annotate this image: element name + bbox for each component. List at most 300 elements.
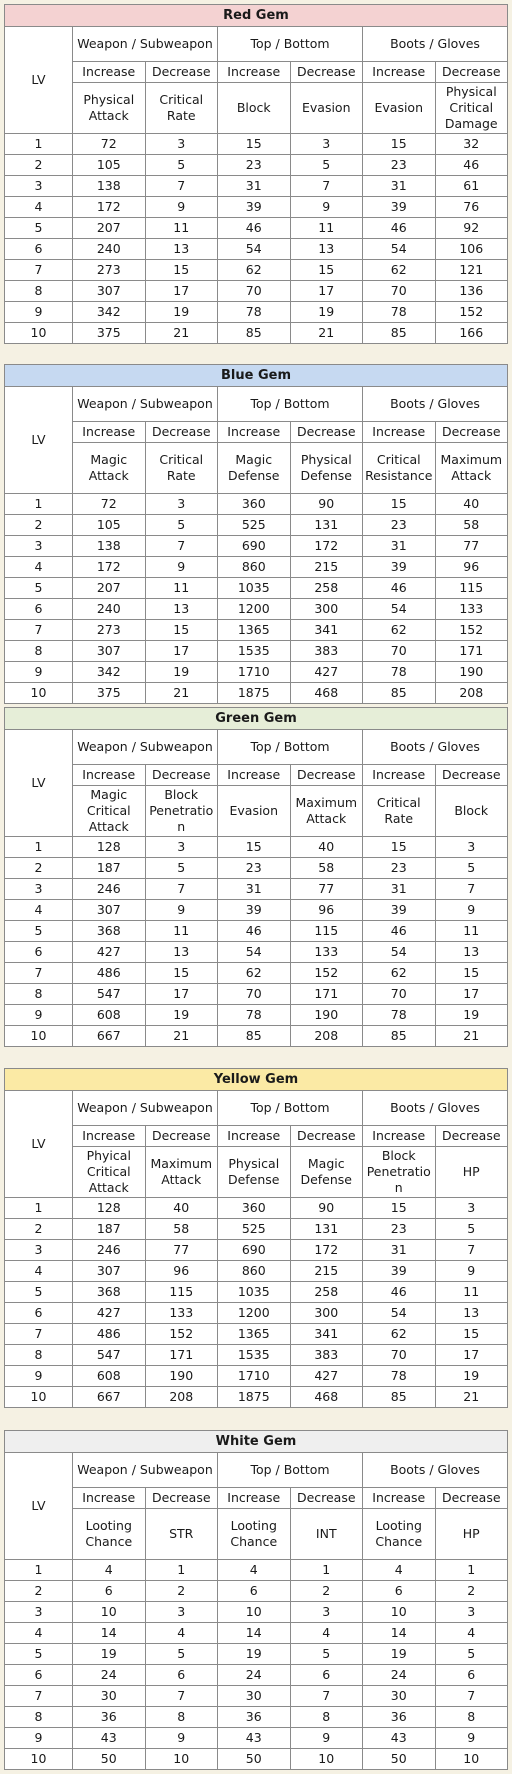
value-cell: 10 — [145, 1749, 218, 1770]
gem-title: Red Gem — [5, 5, 508, 27]
value-cell: 6 — [435, 1665, 508, 1686]
value-cell: 21 — [145, 1026, 218, 1047]
value-cell: 1875 — [218, 1387, 291, 1408]
value-cell: 85 — [363, 1026, 436, 1047]
gem-table — [4, 4, 508, 344]
value-cell: 486 — [73, 1324, 146, 1345]
value-cell: 208 — [290, 1026, 363, 1047]
table-row — [5, 1198, 508, 1219]
value-cell: 15 — [145, 963, 218, 984]
direction-header: Increase — [73, 1126, 146, 1147]
value-cell: 2 — [145, 1581, 218, 1602]
value-cell: 39 — [218, 900, 291, 921]
value-cell: 240 — [73, 599, 146, 620]
value-cell: 5 — [145, 155, 218, 176]
value-cell: 62 — [363, 963, 436, 984]
value-cell: 9 — [145, 1728, 218, 1749]
value-cell: 72 — [73, 134, 146, 155]
value-cell: 152 — [290, 963, 363, 984]
value-cell: 375 — [73, 323, 146, 344]
value-cell: 96 — [290, 900, 363, 921]
value-cell: 15 — [218, 837, 291, 858]
value-cell: 19 — [145, 302, 218, 323]
value-cell: 468 — [290, 683, 363, 704]
value-cell: 14 — [73, 1623, 146, 1644]
value-cell: 690 — [218, 536, 291, 557]
stat-header: Maximum Attack — [290, 786, 363, 837]
value-cell: 342 — [73, 662, 146, 683]
value-cell: 78 — [363, 302, 436, 323]
value-cell: 10 — [218, 1602, 291, 1623]
direction-header: Decrease — [435, 1488, 508, 1509]
value-cell: 7 — [435, 1686, 508, 1707]
table-row — [5, 323, 508, 344]
value-cell: 50 — [363, 1749, 436, 1770]
value-cell: 15 — [145, 260, 218, 281]
value-cell: 9 — [145, 557, 218, 578]
value-cell: 46 — [363, 578, 436, 599]
value-cell: 1035 — [218, 1282, 291, 1303]
value-cell: 4 — [290, 1623, 363, 1644]
value-cell: 307 — [73, 641, 146, 662]
value-cell: 14 — [218, 1623, 291, 1644]
value-cell: 31 — [363, 536, 436, 557]
value-cell: 131 — [290, 515, 363, 536]
table-row — [5, 1261, 508, 1282]
value-cell: 208 — [435, 683, 508, 704]
value-cell: 427 — [290, 1366, 363, 1387]
level-cell: 8 — [5, 984, 73, 1005]
table-row — [5, 239, 508, 260]
table-row — [5, 1005, 508, 1026]
group-header: Top / Bottom — [218, 1091, 363, 1126]
level-cell: 8 — [5, 1345, 73, 1366]
direction-header: Increase — [363, 1488, 436, 1509]
value-cell: 5 — [290, 155, 363, 176]
value-cell: 85 — [363, 683, 436, 704]
group-header: Top / Bottom — [218, 387, 363, 422]
lv-header: LV — [5, 1453, 73, 1560]
value-cell: 383 — [290, 1345, 363, 1366]
value-cell: 17 — [290, 281, 363, 302]
level-cell: 2 — [5, 1581, 73, 1602]
value-cell: 85 — [363, 323, 436, 344]
value-cell: 215 — [290, 557, 363, 578]
level-cell: 9 — [5, 302, 73, 323]
table-row — [5, 1581, 508, 1602]
value-cell: 78 — [363, 1366, 436, 1387]
value-cell: 21 — [290, 323, 363, 344]
value-cell: 342 — [73, 302, 146, 323]
value-cell: 307 — [73, 281, 146, 302]
value-cell: 23 — [363, 1219, 436, 1240]
value-cell: 21 — [145, 323, 218, 344]
value-cell: 1035 — [218, 578, 291, 599]
level-cell: 7 — [5, 963, 73, 984]
value-cell: 115 — [145, 1282, 218, 1303]
level-cell: 4 — [5, 197, 73, 218]
value-cell: 1535 — [218, 641, 291, 662]
value-cell: 547 — [73, 1345, 146, 1366]
value-cell: 6 — [290, 1665, 363, 1686]
value-cell: 43 — [218, 1728, 291, 1749]
direction-header: Decrease — [435, 1126, 508, 1147]
value-cell: 32 — [435, 134, 508, 155]
value-cell: 85 — [218, 1026, 291, 1047]
table-row — [5, 1602, 508, 1623]
value-cell: 96 — [145, 1261, 218, 1282]
value-cell: 215 — [290, 1261, 363, 1282]
value-cell: 860 — [218, 1261, 291, 1282]
value-cell: 77 — [435, 536, 508, 557]
group-header: Weapon / Subweapon — [73, 1453, 218, 1488]
value-cell: 171 — [145, 1345, 218, 1366]
value-cell: 136 — [435, 281, 508, 302]
value-cell: 39 — [363, 1261, 436, 1282]
value-cell: 43 — [363, 1728, 436, 1749]
level-cell: 10 — [5, 1026, 73, 1047]
value-cell: 5 — [145, 515, 218, 536]
value-cell: 1200 — [218, 599, 291, 620]
value-cell: 468 — [290, 1387, 363, 1408]
value-cell: 72 — [73, 494, 146, 515]
value-cell: 19 — [435, 1005, 508, 1026]
level-cell: 7 — [5, 1324, 73, 1345]
value-cell: 608 — [73, 1366, 146, 1387]
direction-header: Increase — [218, 62, 291, 83]
stat-header: Maximum Attack — [145, 1147, 218, 1198]
level-cell: 5 — [5, 1644, 73, 1665]
value-cell: 1 — [435, 1560, 508, 1581]
value-cell: 360 — [218, 1198, 291, 1219]
value-cell: 62 — [363, 1324, 436, 1345]
value-cell: 15 — [218, 134, 291, 155]
value-cell: 21 — [435, 1026, 508, 1047]
level-cell: 10 — [5, 1749, 73, 1770]
level-cell: 6 — [5, 239, 73, 260]
level-cell: 6 — [5, 599, 73, 620]
value-cell: 4 — [218, 1560, 291, 1581]
level-cell: 1 — [5, 1198, 73, 1219]
stat-header: Maximum Attack — [435, 443, 508, 494]
value-cell: 525 — [218, 515, 291, 536]
value-cell: 368 — [73, 921, 146, 942]
table-row — [5, 963, 508, 984]
stat-header: Physical Defense — [218, 1147, 291, 1198]
value-cell: 187 — [73, 1219, 146, 1240]
stat-header: Physical Critical Damage — [435, 83, 508, 134]
level-cell: 1 — [5, 1560, 73, 1581]
table-row — [5, 536, 508, 557]
value-cell: 70 — [363, 984, 436, 1005]
value-cell: 1710 — [218, 1366, 291, 1387]
value-cell: 5 — [145, 1644, 218, 1665]
value-cell: 17 — [145, 641, 218, 662]
value-cell: 1365 — [218, 620, 291, 641]
level-cell: 10 — [5, 1387, 73, 1408]
value-cell: 133 — [435, 599, 508, 620]
direction-header: Decrease — [435, 765, 508, 786]
direction-header: Decrease — [145, 62, 218, 83]
stat-header: Evasion — [363, 83, 436, 134]
value-cell: 54 — [218, 942, 291, 963]
value-cell: 171 — [290, 984, 363, 1005]
value-cell: 7 — [145, 536, 218, 557]
value-cell: 24 — [73, 1665, 146, 1686]
value-cell: 667 — [73, 1387, 146, 1408]
value-cell: 547 — [73, 984, 146, 1005]
table-row — [5, 1387, 508, 1408]
value-cell: 24 — [363, 1665, 436, 1686]
table-row — [5, 1026, 508, 1047]
value-cell: 207 — [73, 218, 146, 239]
value-cell: 31 — [218, 879, 291, 900]
value-cell: 6 — [218, 1581, 291, 1602]
value-cell: 667 — [73, 1026, 146, 1047]
stat-header: Block Penetratio n — [363, 1147, 436, 1198]
value-cell: 23 — [218, 155, 291, 176]
value-cell: 486 — [73, 963, 146, 984]
value-cell: 90 — [290, 1198, 363, 1219]
gem-table — [4, 1430, 508, 1770]
value-cell: 246 — [73, 1240, 146, 1261]
group-header: Boots / Gloves — [363, 387, 508, 422]
value-cell: 11 — [145, 921, 218, 942]
table-row — [5, 683, 508, 704]
direction-header: Decrease — [145, 1126, 218, 1147]
value-cell: 3 — [145, 1602, 218, 1623]
direction-header: Decrease — [290, 1126, 363, 1147]
stat-header: Magic Defense — [218, 443, 291, 494]
table-row — [5, 1707, 508, 1728]
group-header: Weapon / Subweapon — [73, 27, 218, 62]
value-cell: 13 — [435, 1303, 508, 1324]
value-cell: 62 — [363, 260, 436, 281]
table-row — [5, 837, 508, 858]
value-cell: 9 — [145, 197, 218, 218]
lv-header: LV — [5, 387, 73, 494]
stat-header: Magic Defense — [290, 1147, 363, 1198]
stat-header: Critical Rate — [145, 83, 218, 134]
value-cell: 138 — [73, 536, 146, 557]
value-cell: 172 — [290, 1240, 363, 1261]
value-cell: 70 — [363, 281, 436, 302]
stat-header: Looting Chance — [218, 1509, 291, 1560]
value-cell: 13 — [145, 942, 218, 963]
value-cell: 15 — [363, 134, 436, 155]
value-cell: 9 — [290, 1728, 363, 1749]
value-cell: 240 — [73, 239, 146, 260]
value-cell: 208 — [145, 1387, 218, 1408]
level-cell: 3 — [5, 1602, 73, 1623]
stat-header: Critical Rate — [363, 786, 436, 837]
value-cell: 77 — [290, 879, 363, 900]
table-row — [5, 1240, 508, 1261]
value-cell: 7 — [145, 176, 218, 197]
value-cell: 9 — [435, 1728, 508, 1749]
stat-header: Evasion — [290, 83, 363, 134]
table-row — [5, 557, 508, 578]
level-cell: 7 — [5, 260, 73, 281]
level-cell: 9 — [5, 1005, 73, 1026]
value-cell: 166 — [435, 323, 508, 344]
value-cell: 11 — [290, 218, 363, 239]
value-cell: 3 — [435, 1602, 508, 1623]
value-cell: 50 — [218, 1749, 291, 1770]
value-cell: 1710 — [218, 662, 291, 683]
value-cell: 19 — [218, 1644, 291, 1665]
value-cell: 7 — [290, 1686, 363, 1707]
value-cell: 5 — [435, 1644, 508, 1665]
direction-header: Increase — [363, 765, 436, 786]
table-row — [5, 620, 508, 641]
group-header: Top / Bottom — [218, 27, 363, 62]
value-cell: 78 — [218, 302, 291, 323]
table-row — [5, 1623, 508, 1644]
group-header: Weapon / Subweapon — [73, 387, 218, 422]
table-row — [5, 218, 508, 239]
value-cell: 860 — [218, 557, 291, 578]
stat-header: Physical Attack — [73, 83, 146, 134]
gem-title: White Gem — [5, 1431, 508, 1453]
value-cell: 46 — [363, 1282, 436, 1303]
value-cell: 341 — [290, 620, 363, 641]
value-cell: 690 — [218, 1240, 291, 1261]
value-cell: 273 — [73, 620, 146, 641]
value-cell: 9 — [290, 197, 363, 218]
direction-header: Decrease — [290, 422, 363, 443]
value-cell: 7 — [435, 879, 508, 900]
table-row — [5, 578, 508, 599]
level-cell: 6 — [5, 942, 73, 963]
table-row — [5, 1219, 508, 1240]
value-cell: 19 — [73, 1644, 146, 1665]
table-row — [5, 494, 508, 515]
gem-table-yellow-gem — [4, 1068, 508, 1408]
value-cell: 133 — [145, 1303, 218, 1324]
stat-header: Block — [435, 786, 508, 837]
value-cell: 152 — [435, 620, 508, 641]
value-cell: 78 — [218, 1005, 291, 1026]
stat-header: Critical Rate — [145, 443, 218, 494]
table-row — [5, 1345, 508, 1366]
value-cell: 6 — [73, 1581, 146, 1602]
direction-header: Increase — [218, 1488, 291, 1509]
direction-header: Increase — [218, 422, 291, 443]
value-cell: 1200 — [218, 1303, 291, 1324]
value-cell: 21 — [435, 1387, 508, 1408]
value-cell: 21 — [145, 683, 218, 704]
value-cell: 15 — [435, 963, 508, 984]
value-cell: 31 — [363, 879, 436, 900]
table-row — [5, 1560, 508, 1581]
value-cell: 58 — [435, 515, 508, 536]
stat-header: Block — [218, 83, 291, 134]
value-cell: 258 — [290, 1282, 363, 1303]
level-cell: 1 — [5, 837, 73, 858]
value-cell: 3 — [435, 837, 508, 858]
level-cell: 8 — [5, 1707, 73, 1728]
stat-header: Phyical Critical Attack — [73, 1147, 146, 1198]
direction-header: Increase — [218, 765, 291, 786]
level-cell: 2 — [5, 1219, 73, 1240]
value-cell: 39 — [363, 557, 436, 578]
gem-table-green-gem — [4, 707, 508, 1047]
value-cell: 1875 — [218, 683, 291, 704]
value-cell: 172 — [73, 197, 146, 218]
direction-header: Decrease — [290, 765, 363, 786]
value-cell: 427 — [73, 942, 146, 963]
value-cell: 172 — [290, 536, 363, 557]
value-cell: 70 — [363, 641, 436, 662]
table-row — [5, 1366, 508, 1387]
value-cell: 31 — [363, 1240, 436, 1261]
value-cell: 11 — [145, 218, 218, 239]
level-cell: 10 — [5, 683, 73, 704]
value-cell: 3 — [290, 1602, 363, 1623]
value-cell: 190 — [290, 1005, 363, 1026]
direction-header: Increase — [363, 422, 436, 443]
value-cell: 3 — [145, 134, 218, 155]
value-cell: 4 — [435, 1623, 508, 1644]
table-row — [5, 900, 508, 921]
value-cell: 58 — [290, 858, 363, 879]
value-cell: 39 — [363, 900, 436, 921]
direction-header: Increase — [218, 1126, 291, 1147]
stat-header: Looting Chance — [363, 1509, 436, 1560]
direction-header: Increase — [363, 1126, 436, 1147]
value-cell: 36 — [363, 1707, 436, 1728]
value-cell: 8 — [435, 1707, 508, 1728]
level-cell: 4 — [5, 1623, 73, 1644]
value-cell: 152 — [145, 1324, 218, 1345]
value-cell: 341 — [290, 1324, 363, 1345]
value-cell: 128 — [73, 1198, 146, 1219]
table-row — [5, 1728, 508, 1749]
value-cell: 76 — [435, 197, 508, 218]
level-cell: 6 — [5, 1665, 73, 1686]
value-cell: 13 — [290, 239, 363, 260]
value-cell: 19 — [363, 1644, 436, 1665]
value-cell: 7 — [145, 879, 218, 900]
value-cell: 131 — [290, 1219, 363, 1240]
lv-header: LV — [5, 1091, 73, 1198]
table-row — [5, 515, 508, 536]
value-cell: 171 — [435, 641, 508, 662]
table-row — [5, 134, 508, 155]
table-row — [5, 260, 508, 281]
level-cell: 3 — [5, 536, 73, 557]
level-cell: 7 — [5, 1686, 73, 1707]
value-cell: 5 — [145, 858, 218, 879]
lv-header: LV — [5, 27, 73, 134]
value-cell: 6 — [363, 1581, 436, 1602]
value-cell: 10 — [290, 1749, 363, 1770]
direction-header: Increase — [363, 62, 436, 83]
value-cell: 4 — [363, 1560, 436, 1581]
level-cell: 2 — [5, 858, 73, 879]
value-cell: 1365 — [218, 1324, 291, 1345]
level-cell: 3 — [5, 879, 73, 900]
gem-table-white-gem — [4, 1430, 508, 1770]
level-cell: 9 — [5, 1366, 73, 1387]
value-cell: 39 — [218, 197, 291, 218]
table-row — [5, 197, 508, 218]
value-cell: 15 — [363, 1198, 436, 1219]
direction-header: Decrease — [145, 765, 218, 786]
table-row — [5, 662, 508, 683]
gem-table — [4, 707, 508, 1047]
